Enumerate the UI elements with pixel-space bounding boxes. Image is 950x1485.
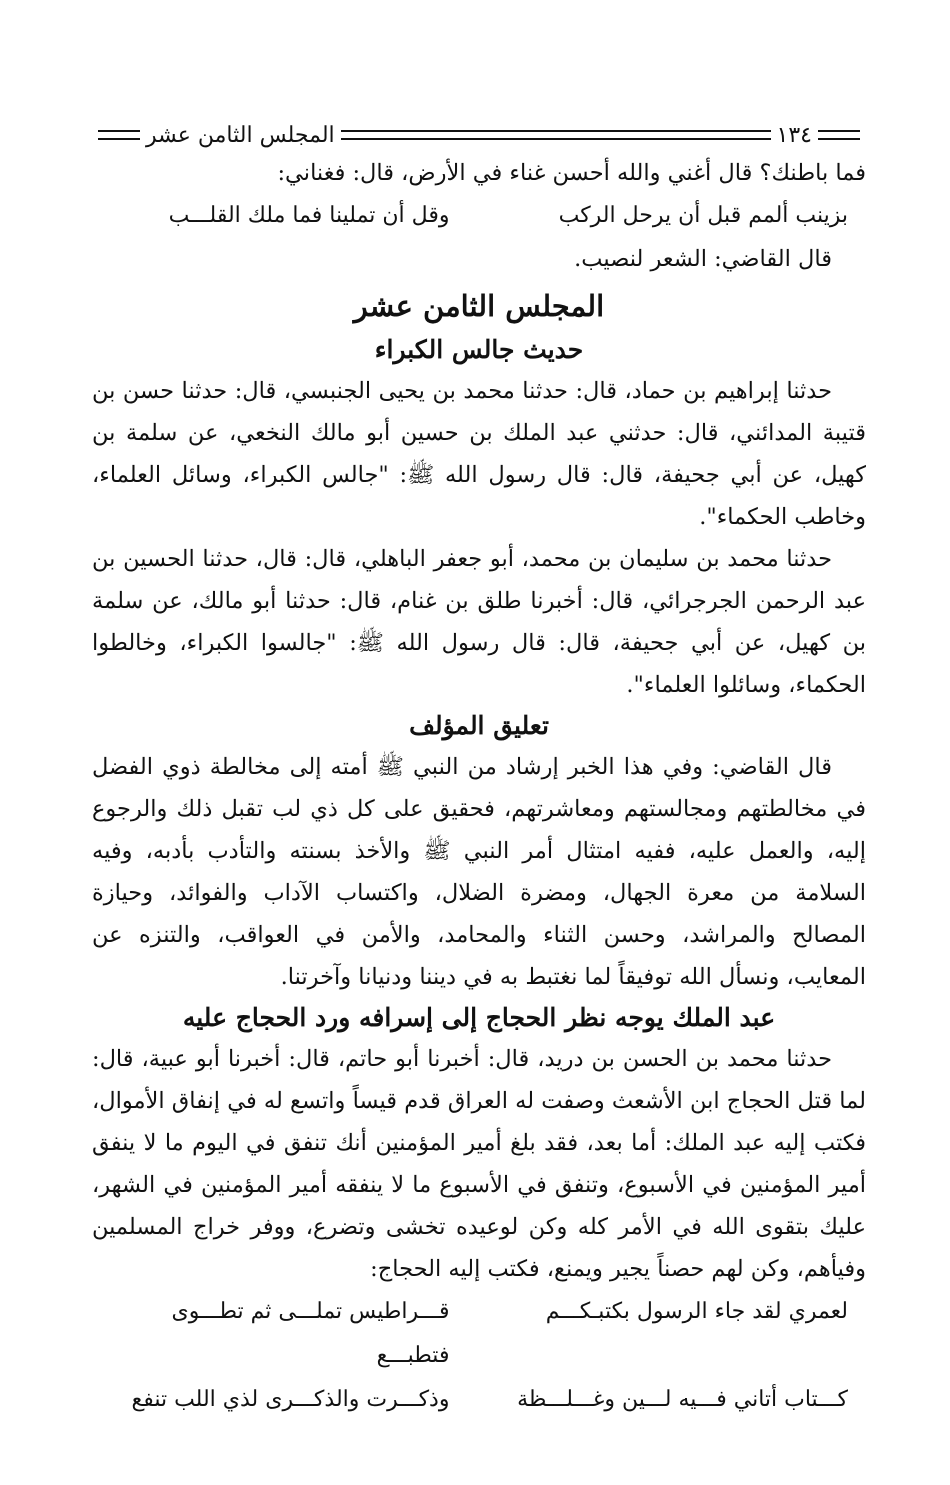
story-verse-2-second-hemistich: وذكـــرت والذكـــرى لذي اللب تنفع	[131, 1387, 450, 1412]
intro-closing: قال القاضي: الشعر لنصيب.	[574, 246, 832, 272]
section-subtitle: حديث جالس الكبراء	[374, 335, 584, 364]
story-verse-1-first-hemistich: لعمري لقد جاء الرسول بكتبـكـــم	[545, 1299, 848, 1324]
story-verse-2-first-hemistich: كـــتاب أتاني فـــيه لـــين وغـــلـــظة	[517, 1387, 848, 1412]
header-rule-left	[98, 130, 140, 140]
section-title: المجلس الثامن عشر	[353, 289, 605, 323]
intro-verse	[92, 194, 866, 238]
running-header	[92, 118, 866, 152]
story-heading: عبد الملك يوجه نظر الحجاج إلى إسرافه ورد الحجاج عليه	[182, 1003, 776, 1032]
story-paragraph: حدثنا محمد بن الحسن بن دريد، قال: أخبرنا أبو حاتم، قال: أخبرنا أبو عبية، قال: لما قتل الحجاج ابن الأشعث وصفت له العراق قدم قيساً واتسع له في إنفاق الأموال، فكتب إليه عبد الملك: أما بعد، فقد بلغ أمير المؤمنين أنك تنفق في اليوم ما لا ينفق أمير المؤمنين في الأسبوع، وتنفق في الأسبوع ما لا ينفقه أمير المؤمنين في الشهر، عليك بتقوى الله في الأمر كله وكن لوعيده تخشى وتضرع، ووفر خراج المسلمين وفيأهم، وكن لهم حصناً يجير ويمنع، فكتب إليه الحجاج:	[92, 1046, 866, 1282]
hadith-paragraph-1: حدثنا إبراهيم بن حماد، قال: حدثنا محمد بن يحيى الجنبسي، قال: حدثنا حسن بن قتيبة المدائني، قال: حدثني عبد الملك بن حسين أبو مالك النخعي، عن سلمة بن كهيل، عن أبي جحيفة، قال: قال رسول الله ﷺ: "جالس الكبراء، وسائل العلماء، وخاطب الحكماء".	[92, 378, 866, 530]
intro-verse-first-hemistich: بزينب ألمم قبل أن يرحل الركب	[558, 203, 848, 228]
book-page	[92, 118, 866, 1422]
story-verse-2	[92, 1378, 866, 1422]
story-verse-1-second-hemistich: قـــراطيس تملـــى ثم تطـــوى فتطبـــع	[171, 1299, 450, 1368]
page-number: ١٣٤	[776, 122, 812, 148]
hadith-paragraph-2: حدثنا محمد بن سليمان بن محمد، أبو جعفر الباهلي، قال: قال، حدثنا الحسين بن عبد الرحمن الجرجرائي، قال: أخبرنا طلق بن غنام، قال: حدثنا أبو مالك، عن سلمة بن كهيل، عن أبي جحيفة، قال: قال رسول الله ﷺ: "جالسوا الكبراء، وخالطوا الحكماء، وسائلوا العلماء".	[92, 546, 866, 698]
running-title: المجلس الثامن عشر	[146, 122, 335, 148]
intro-line: فما باطنك؟ قال أغني والله أحسن غناء في الأرض، قال: فغناني:	[277, 160, 866, 186]
header-rule-right	[818, 130, 860, 140]
story-verse-1	[92, 1290, 866, 1378]
commentary-heading: تعليق المؤلف	[409, 711, 549, 740]
commentary-paragraph: قال القاضي: وفي هذا الخبر إرشاد من النبي ﷺ أمته إلى مخالطة ذوي الفضل في مخالطتهم ومجالستهم ومعاشرتهم، فحقيق على كل ذي لب تقبل ذلك والرجوع إليه، والعمل عليه، ففيه امتثال أمر النبي ﷺ والأخذ بسنته والتأدب بأدبه، وفيه السلامة من معرة الجهال، ومضرة الضلال، واكتساب الآداب والفوائد، وحيازة المصالح والمراشد، وحسن الثناء والمحامد، والأمن في العواقب، والتنزه عن المعايب، ونسأل الله توفيقاً لما نغتبط به في ديننا ودنيانا وآخرتنا.	[92, 754, 866, 990]
intro-verse-second-hemistich: وقل أن تملينا فما ملك القلـــب	[168, 203, 450, 228]
header-rule-middle	[341, 130, 771, 140]
